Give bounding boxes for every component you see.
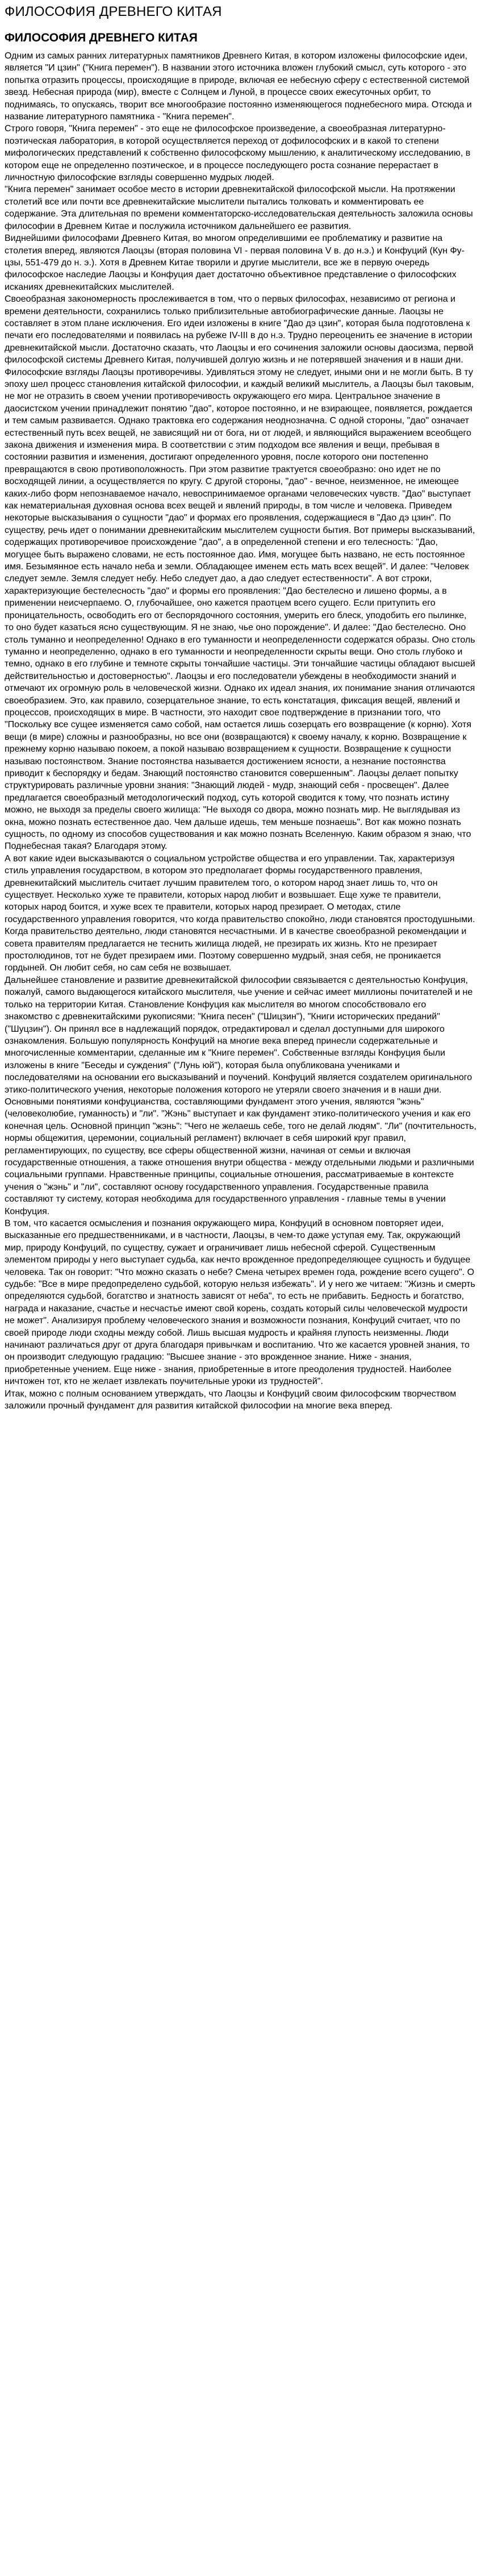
paragraph: "Книга перемен" занимает особое место в истории древнекитайской философской мысли. На протяжении столетий все или почти все древнекитайские мыслители пытались толковать и комментировать ее содержание. Эта длительная по времени комментаторско-исследовательская деятельность заложила основы философии в Древнем Китае и послужила источником дальнейшего ее развития.: [5, 185, 473, 231]
paragraph: Философские взгляды Лаоцзы противоречивы. Удивляться этому не следует, иными они и не могли быть. В ту эпоху шел процесс становления китайской философии, и каждый великий мыслитель, а Лаоцзы был таковым, не мог не отразить в своем учении противоречивость окружающего его мира. Центральное значение в даосистском учении принадлежит понятию "дао", которое постоянно, и не взирающее, появляется, рождается и тем самым развивается. Однако трактовка его содержания неоднозначна. С одной стороны, "дао" означает естественный путь всех вещей, не зависящий ни от бога, ни от людей, и являющийся выражением всеобщего закона движения и изменения мира. В соответствии с этим подходом все явления и вещи, пребывая в состоянии развития и изменения, достигают определенного уровня, после которого они постепенно превращаются в свою противоположность. При этом развитие трактуется своеобразно: оно идет не по восходящей линии, а осуществляется по кругу. С другой стороны, "дао" - вечное, неизменное, не имеющее каких-либо форм непознаваемое начало, невоспринимаемое органами человеческих чувств. "Дао" выступает как нематериальная духовная основа всех вещей и явлений природы, в том числе и человека. Приведем некоторые высказывания о сущности "дао" и формах его проявления, содержащиеся в "Дао дэ цзин". По существу, речь идет о понимании древнекитайским мыслителем сущности бытия. Вот примеры высказываний, содержащих противоречивое происхождение "дао", а в определенной степени и его телесность: "Дао, могущее быть выражено словами, не есть постоянное дао. Имя, могущее быть названо, не есть постоянное имя. Безымянное есть начало неба и земли. Обладающее именем есть мать всех вещей". И далее: "Человек следует земле. Земля следует небу. Небо следует дао, а дао следует естественности". А вот строки, характеризующие бестелесность "дао" и формы его проявления: "Дао бестелесно и лишено формы, а в применении неисчерпаемо. О, глубочайшее, оно кажется праотцем всего сущего. Если притупить его проницательность, освободить его от беспорядочного состояния, умерить его блеск, уподобить его пылинке, то оно будет казаться ясно существующим. Я не знаю, чье оно порождение". И далее: "Дао бестелесно. Оно столь туманно и неопределенно! Однако в его туманности и неопределенности содержатся образы. Оно столь туманно и неопределенно, однако в его туманности и неопределенности скрыты вещи. Оно столь глубоко и темно, однако в его глубине и темноте скрыты тончайшие частицы. Эти тончайшие частицы обладают высшей действительностью и достоверностью". Лаоцзы и его последователи убеждены в необходимости знаний и отмечают их огромную роль в человеческой жизни. Однако их идеал знания, их понимание знания отличаются своеобразием. Это, как правило, созерцательное знание, то есть констатация, фиксация вещей, явлений и процессов, происходящих в мире. В частности, это находит свое подтверждение в признании того, что "Поскольку все сущее изменяется само собой, нам остается лишь созерцать его возвращение (к корню). Хотя вещи (в мире) сложны и разнообразны, но все они (возвращаются) к своему началу, к корню. Возвращение к прежнему корню называю покоем, а покой называю возвращением к сущности. Возвращение к сущности называю постоянством. Знание постоянства называется достижением ясности, а незнание постоянства приводит к беспорядку и бедам. Знающий постоянство становится совершенным". Лаоцзы делает попытку структурировать различные уровни знания: "Знающий людей - мудр, знающий себя - просвещен". Далее предлагается своеобразный методологический подход, суть которой сводится к тому, что познать истину можно, не выходя за пределы своего жилища: "Не выходя со двора, можно познать мир. Не выглядывая из окна, можно познать естественное дао. Чем дальше идешь, тем меньше познаешь". Вот как можно познать сущность, по одному из способов существования и как можно познать Вселенную. Каким образом я знаю, что Поднебесная такая? Благодаря этому.: [5, 367, 475, 852]
paragraph: Своеобразная закономерность прослеживается в том, что о первых философах, независимо от региона и времени деятельности, сохранились только приблизительные автобиографические данные. Лаоцзы не составляет в этом плане исключения. Его идеи изложены в книге "Дао дэ цзин", которая была подготовлена к печати его последователями и появилась на рубеже IV-III в до н.э. Трудно переоценить ее значение в истории древнекитайской мысли. Достаточно сказать, что Лаоцзы и его сочинения заложили основы даосизма, первой философской системы Древнего Китая, получившей долгую жизнь и не потерявшей значения и в наши дни.: [5, 294, 474, 365]
paragraph: Виднейшими философами Древнего Китая, во многом определившими ее проблематику и развитие на столетия вперед, являются Лаоцзы (вторая половина VI - первая половина V в. до н.э.) и Конфуций (Кун Фу-цзы, 551-479 до н. э.). Хотя в Древнем Китае творили и другие мыслители, все же в первую очередь философское наследие Лаоцзы и Конфуция дает достаточно объективное представление о философских исканиях древнекитайских мыслителей.: [5, 234, 465, 292]
article: [5, 31, 476, 1412]
paragraph: Строго говоря, "Книга перемен" - это еще не философское произведение, а своеобразная литературно-поэтическая лаборатория, в которой осуществляется переход от дофилософских и в какой то степени мифологических представлений к собственно философскому мышлению, к аналитическому исследованию, в котором еще не определенно поэтическое, и в процессе последующего роста сознание перерастает в личностную философские взгляды совершенно мудрых людей.: [5, 124, 471, 183]
paragraph: Дальнейшее становление и развитие древнекитайской философии связывается с деятельностью Конфуция, пожалуй, самого выдающегося китайского мыслителя, чье учение и сейчас имеет миллионы почитателей и не только на территории Китая. Становление Конфуция как мыслителя во многом способствовало его знакомство с древнекитайскими рукописями: "Книга песен" ("Шицзин"), "Книги исторических преданий" ("Шуцзин"). Он принял все в надлежащий порядок, отредактировал и сделал доступными для широкого ознакомления. Большую популярность Конфуций на многие века вперед принесли содержательные и многочисленные комментарии, сделанные им к "Книге перемен". Собственные взгляды Конфуция были изложены в книге "Беседы и суждения" ("Лунь юй"), которая была опубликована учениками и последователями на основании его высказываний и поучений. Конфуций является создателем оригинального этико-политического учения, некоторые положения которого не утеряли своего значения и в наши дни.: [5, 975, 473, 1095]
paragraph: Итак, можно с полным основанием утверждать, что Лаоцзы и Конфуций своим философским творчеством заложили прочный фундамент для развития китайской философии на многие века вперед.: [5, 1389, 457, 1411]
page-title: ФИЛОСОФИЯ ДРЕВНЕГО КИТАЯ: [5, 4, 222, 19]
paragraph: Основными понятиями конфуцианства, составляющими фундамент этого учения, являются "жэнь" (человеколюбие, гуманность) и "ли". "Жэнь" выступает и как фундамент этико-политического учения и как его конечная цель. Основной принцип "жэнь": "Чего не желаешь себе, того не делай людям". "Ли" (почтительность, нормы общежития, церемонии, социальный регламент) включает в себя широкий круг правил, регламентирующих, по существу, все сферы общественной жизни, начиная от семьи и включая государственные отношения, а также отношения внутри общества - между отдельными людьми и различными социальными группами. Нравственные принципы, социальные отношения, рассматриваемые в контексте учения о "жэнь" и "ли", составляют основу государственного управления. Государственные правила составляют ту систему, которая необходима для государственного управления - главные темы в учении Конфуция.: [5, 1097, 476, 1216]
article-heading: ФИЛОСОФИЯ ДРЕВНЕГО КИТАЯ: [5, 31, 198, 44]
paragraph: А вот какие идеи высказываются о социальном устройстве общества и его управлении. Так, характеризуя стиль управления государством, в котором это предполагает формы государственного правления, древнекитайский мыслитель считает лучшим правителем того, о котором народ знает лишь то, что он существует. Несколько хуже те правители, которых народ любит и возвышает. Еще хуже те правители, которых народ боится, и хуже всех те правители, которых народ презирает. О методах, стиле государственного управления говорится, что когда правительство спокойно, люди становятся простодушными. Когда правительство деятельно, люди становятся несчастными. И в качестве своеобразной рекомендации и совета правителям предлагается не теснить жилища людей, не презирать их жизнь. Кто не презирает простолюдинов, тот не будет презираем ими. Поэтому совершенно мудрый, зная себя, не проникается гордыней. Он любит себя, но сам себя не возвышает.: [5, 853, 475, 973]
article-body: [5, 50, 476, 1412]
paragraph: Одним из самых ранних литературных памятников Древнего Китая, в котором изложены философские идеи, является "И цзин" ("Книга перемен"). В названии этого источника вложен глубокий смысл, суть которого - это попытка отразить процессы, происходящие в природе, включая ее небесную сферу с естественной системой звезд. Небесная природа (мир), вместе с Солнцем и Луной, в процессе своих ежесуточных орбит, то поднимаясь, то опускаясь, творит все многообразие постоянно изменяющегося поднебесного мира. Отсюда и название литературного памятника - "Книга перемен".: [5, 51, 472, 122]
paragraph: В том, что касается осмысления и познания окружающего мира, Конфуций в основном повторяет идеи, высказанные его предшественниками, и в частности, Лаоцзы, в чем-то даже уступая ему. Так, окружающий мир, природу Конфуций, по существу, сужает и ограничивает лишь небесной сферой. Существенным элементом природы у него выступает судьба, как нечто врожденное предопределяющее сущность и будущее человека. Так он говорит: "Что можно сказать о небе? Смена четырех времен года, рождение всего сущего". О судьбе: "Все в мире предопределено судьбой, которую нельзя избежать". И у него же читаем: "Жизнь и смерть определяются судьбой, богатство и знатность зависят от неба", то есть не прибавить. Бедность и богатство, награда и наказание, счастье и несчастье имеют свой корень, создать который силы человеческой мудрости не может". Анализируя проблему человеческого знания и возможности познания, Конфуций считает, что по своей природе люди сходны между собой. Лишь высшая мудрость и крайняя глупость неизменны. Люди начинают различаться друг от друга благодаря привычкам и воспитанию. Что же касается уровней знания, то он производит следующую градацию: "Высшее знание - это врожденное знание. Ниже - знания, приобретенные учением. Еще ниже - знания, приобретенные в итоге преодоления трудностей. Наиболее ничтожен тот, кто не желает извлекать поучительные уроки из трудностей".: [5, 1219, 475, 1387]
